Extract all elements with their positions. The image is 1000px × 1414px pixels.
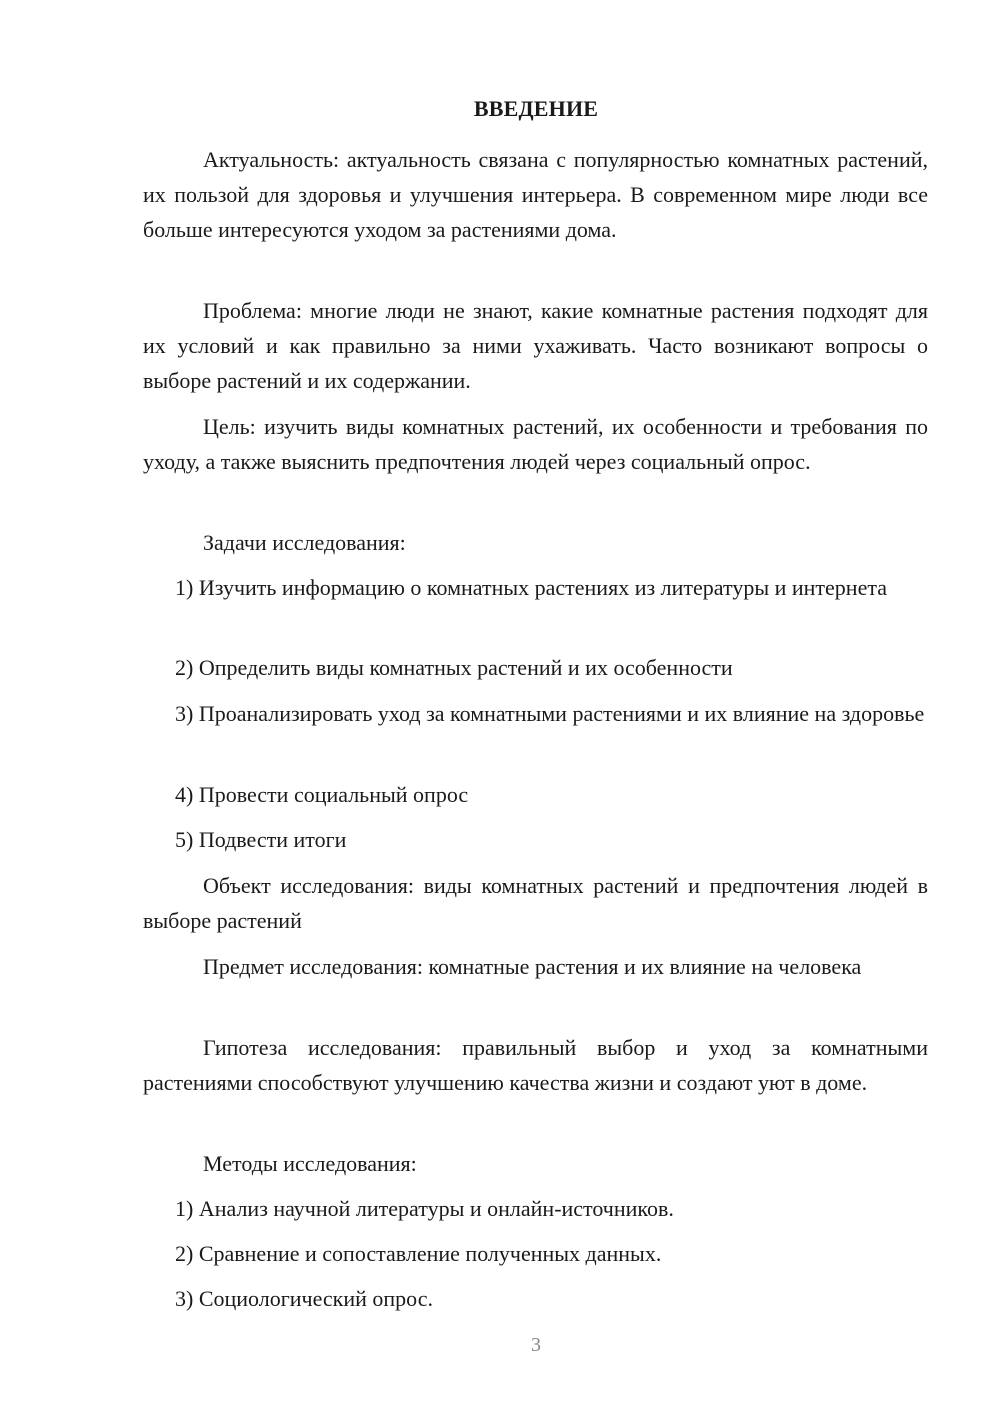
task-item-4: 4) Провести социальный опрос — [175, 782, 469, 807]
task-item-3: 3) Проанализировать уход за комнатными растениями и их влияние на здоровье — [175, 701, 925, 726]
task-item-1: 1) Изучить информацию о комнатных растениях из литературы и интернета — [175, 575, 887, 600]
problem-paragraph: Проблема: многие люди не знают, какие комнатные растения подходят для их условий и как правильно за ними ухаживать. Часто возникают вопросы о выборе растений и их содержании. — [143, 298, 928, 393]
hypothesis-paragraph: Гипотеза исследования: правильный выбор и уход за комнатными растениями способствуют улучшению качества жизни и создают уют в доме. — [143, 1035, 928, 1095]
methods-title: Методы исследования: — [203, 1151, 417, 1176]
page-number: 3 — [531, 1334, 541, 1356]
section-heading: ВВЕДЕНИЕ — [473, 96, 599, 121]
method-item-3: 3) Социологический опрос. — [175, 1286, 433, 1311]
tasks-title: Задачи исследования: — [203, 530, 406, 555]
relevance-paragraph: Актуальность: актуальность связана с популярностью комнатных растений, их пользой для здоровья и улучшения интерьера. В современном мире люди все больше интересуются уходом за растениями дома. — [143, 147, 928, 242]
task-item-5: 5) Подвести итоги — [175, 827, 347, 852]
method-item-1: 1) Анализ научной литературы и онлайн-источников. — [175, 1196, 674, 1221]
method-item-2: 2) Сравнение и сопоставление полученных данных. — [175, 1241, 662, 1266]
task-item-2: 2) Определить виды комнатных растений и их особенности — [175, 655, 733, 680]
goal-paragraph: Цель: изучить виды комнатных растений, их особенности и требования по уходу, а также выяснить предпочтения людей через социальный опрос. — [143, 414, 928, 474]
object-paragraph: Объект исследования: виды комнатных растений и предпочтения людей в выборе растений — [143, 873, 928, 933]
subject-paragraph: Предмет исследования: комнатные растения и их влияние на человека — [203, 954, 862, 979]
